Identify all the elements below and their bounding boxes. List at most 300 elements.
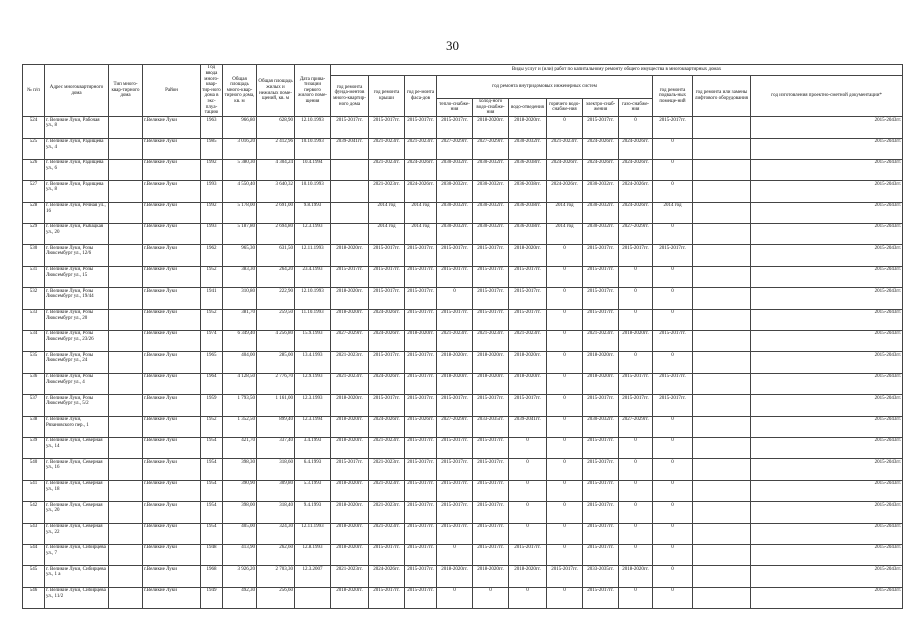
- row-foundation: 2018-2020гг.: [331, 544, 369, 565]
- table-row: [23, 480, 903, 501]
- row-elevator: [693, 138, 751, 159]
- row-facade: 2015-2017гг.: [405, 437, 437, 458]
- row-basement: 0: [653, 523, 693, 544]
- header-type: Тип много-квар-тирного дома: [109, 65, 143, 117]
- row-gas: 0: [619, 480, 653, 501]
- row-heating: 2018-2020гг.: [437, 373, 473, 394]
- row-basement: 0: [653, 266, 693, 287]
- row-electricity: 2024-2026гг.: [583, 138, 619, 159]
- row-docs: 2015-2043гг.: [751, 138, 903, 159]
- row-cold-water: 2030-2032гг.: [473, 181, 509, 202]
- row-gas: 2015-2017гг.: [619, 395, 653, 416]
- row-residential-area: 318,40: [257, 502, 295, 523]
- header-facade: год ре-монта фаса-дов: [405, 75, 437, 116]
- row-district: г.Великие Луки: [143, 480, 201, 501]
- header-gas: газо-снабже-ния: [619, 98, 653, 117]
- row-basement: 2015-2017гг.: [653, 331, 693, 352]
- row-elevator: [693, 266, 751, 287]
- row-gas: 2018-2020гг.: [619, 331, 653, 352]
- row-electricity: 2015-2017гг.: [583, 395, 619, 416]
- row-foundation: 2018-2020гг.: [331, 395, 369, 416]
- row-gas: 2015-2017гг.: [619, 373, 653, 394]
- row-district: г.Великие Луки: [143, 309, 201, 330]
- row-drainage: 0: [509, 502, 547, 523]
- row-electricity: 2015-2017гг.: [583, 245, 619, 266]
- row-roof: 2021-2023гг.: [369, 459, 405, 480]
- row-facade: 2015-2026гг.: [405, 416, 437, 437]
- row-total-area: 421,70: [223, 437, 257, 458]
- row-basement: 0: [653, 352, 693, 373]
- row-district: г.Великие Луки: [143, 202, 201, 223]
- row-electricity: 2015-2017гг.: [583, 437, 619, 458]
- row-privatization-date: 9.4.1993: [295, 502, 331, 523]
- row-privatization-date: 15.9.1993: [295, 331, 331, 352]
- row-docs: 2015-2043гг.: [751, 352, 903, 373]
- row-basement: 2014 год: [653, 202, 693, 223]
- row-foundation: 2015-2017гг.: [331, 117, 369, 138]
- row-district: г.Великие Луки: [143, 587, 201, 608]
- row-residential-area: 2 691,00: [257, 202, 295, 223]
- row-residential-area: 628,90: [257, 117, 295, 138]
- row-cold-water: 2030-2032гг.: [473, 224, 509, 245]
- row-elevator: [693, 202, 751, 223]
- row-roof: 2024-2026гг.: [369, 566, 405, 587]
- row-drainage: 0: [509, 437, 547, 458]
- header-residential-area: Общая площадь жилых и нежилых поме-щений, кв. м: [257, 65, 295, 117]
- table-row: [23, 288, 903, 309]
- row-cold-water: 2015-2017гг.: [473, 245, 509, 266]
- row-heating: 2015-2017гг.: [437, 523, 473, 544]
- row-facade: 2015-2017гг.: [405, 523, 437, 544]
- row-roof: 2021-2023гг.: [369, 480, 405, 501]
- row-elevator: [693, 373, 751, 394]
- row-year-built: 1954: [201, 437, 223, 458]
- table-row: [23, 395, 903, 416]
- row-number: 534: [23, 331, 45, 352]
- row-gas: 0: [619, 309, 653, 330]
- row-number: 533: [23, 309, 45, 330]
- row-drainage: 0: [509, 480, 547, 501]
- row-year-built: 1964: [201, 373, 223, 394]
- row-basement: 0: [653, 480, 693, 501]
- row-number: 535: [23, 352, 45, 373]
- row-elevator: [693, 395, 751, 416]
- row-docs: 2015-2043гг.: [751, 266, 903, 287]
- header-total-area: Общая площадь много-квар-тирного дома, кв. м: [223, 65, 257, 117]
- row-gas: 2024-2026гг.: [619, 138, 653, 159]
- row-address: г. Великие Луки, Розы Люксембург ул., 15: [45, 266, 109, 287]
- row-cold-water: 2015-2017гг.: [473, 437, 509, 458]
- row-total-area: 405,00: [223, 523, 257, 544]
- row-district: г.Великие Луки: [143, 138, 201, 159]
- row-foundation: 2018-2020гг.: [331, 480, 369, 501]
- row-foundation: 2018-2020гг.: [331, 245, 369, 266]
- row-total-area: 3 926,20: [223, 566, 257, 587]
- row-year-built: 1965: [201, 352, 223, 373]
- row-hot-water: 0: [547, 437, 583, 458]
- row-address: г. Великие Луки, Розы Люксембург ул., 19/44: [45, 288, 109, 309]
- row-total-area: 413,90: [223, 544, 257, 565]
- row-roof: 2015-2017гг.: [369, 395, 405, 416]
- row-roof: 2014 год: [369, 224, 405, 245]
- row-foundation: [331, 202, 369, 223]
- row-address: г. Великие Луки, Сибирцева ул., 7: [45, 544, 109, 565]
- repair-schedule-table-wrap: [22, 64, 902, 609]
- row-total-area: 3 016,20: [223, 138, 257, 159]
- row-docs: 2015-2043гг.: [751, 459, 903, 480]
- row-number: 541: [23, 480, 45, 501]
- row-total-area: 310,80: [223, 288, 257, 309]
- table-row: [23, 224, 903, 245]
- row-address: г. Великие Луки, Розы Люксембург ул., 5/2: [45, 395, 109, 416]
- row-roof: 2015-2017гг.: [369, 544, 405, 565]
- row-address: г. Великие Луки, Северная ул., 22: [45, 523, 109, 544]
- row-foundation: 2021-2023гг.: [331, 566, 369, 587]
- row-district: г.Великие Луки: [143, 544, 201, 565]
- row-foundation: 2018-2020гг.: [331, 502, 369, 523]
- row-docs: 2015-2043гг.: [751, 523, 903, 544]
- row-docs: 2015-2043гг.: [751, 224, 903, 245]
- row-electricity: 2015-2017гг.: [583, 523, 619, 544]
- row-privatization-date: 6.4.1993: [295, 459, 331, 480]
- row-total-area: 383,30: [223, 266, 257, 287]
- row-basement: 2015-2017гг.: [653, 245, 693, 266]
- row-gas: 0: [619, 117, 653, 138]
- row-type: [109, 502, 143, 523]
- row-type: [109, 245, 143, 266]
- row-year-built: 1959: [201, 395, 223, 416]
- row-year-built: 1952: [201, 416, 223, 437]
- row-electricity: 2015-2017гг.: [583, 117, 619, 138]
- row-facade: 2015-2017гг.: [405, 245, 437, 266]
- row-cold-water: 2015-2017гг.: [473, 480, 509, 501]
- row-elevator: [693, 587, 751, 608]
- row-facade: 2015-2017гг.: [405, 117, 437, 138]
- row-number: 527: [23, 181, 45, 202]
- row-address: г. Великие Луки, Сибирцева ул., 11/2: [45, 587, 109, 608]
- row-hot-water: 2014 год: [547, 224, 583, 245]
- row-total-area: 966,80: [223, 117, 257, 138]
- row-total-area: 398,30: [223, 459, 257, 480]
- row-type: [109, 181, 143, 202]
- header-elevator: год ремонта или замены лифтового оборудования: [693, 75, 751, 116]
- row-foundation: 2039-2041гг.: [331, 138, 369, 159]
- row-foundation: 2027-2029гг.: [331, 331, 369, 352]
- row-cold-water: 2015-2017гг.: [473, 544, 509, 565]
- row-district: г.Великие Луки: [143, 224, 201, 245]
- row-district: г.Великие Луки: [143, 288, 201, 309]
- row-foundation: 2018-2020гг.: [331, 587, 369, 608]
- row-privatization-date: 12.11.1993: [295, 245, 331, 266]
- row-drainage: 2036-2038гг.: [509, 202, 547, 223]
- row-privatization-date: 13.4.1993: [295, 352, 331, 373]
- row-roof: 2021-2023гг.: [369, 181, 405, 202]
- row-type: [109, 416, 143, 437]
- row-heating: 2018-2020гг.: [437, 566, 473, 587]
- row-docs: 2015-2043гг.: [751, 502, 903, 523]
- row-type: [109, 587, 143, 608]
- row-residential-area: 324,30: [257, 523, 295, 544]
- row-electricity: 2030-2032гг.: [583, 416, 619, 437]
- row-electricity: 2030-2032гг.: [583, 202, 619, 223]
- row-cold-water: 2015-2017гг.: [473, 523, 509, 544]
- row-year-built: 1992: [201, 202, 223, 223]
- row-type: [109, 459, 143, 480]
- row-total-area: 381,70: [223, 309, 257, 330]
- row-address: г. Великие Луки, Розы Люксембург ул., 4: [45, 373, 109, 394]
- row-elevator: [693, 544, 751, 565]
- row-privatization-date: 12.3.1993: [295, 395, 331, 416]
- row-year-built: 1954: [201, 523, 223, 544]
- row-hot-water: 0: [547, 309, 583, 330]
- table-row: [23, 502, 903, 523]
- row-cold-water: 2015-2017гг.: [473, 288, 509, 309]
- row-heating: 2015-2017гг.: [437, 437, 473, 458]
- row-docs: 2015-2043гг.: [751, 159, 903, 180]
- row-heating: 2030-2032гг.: [437, 224, 473, 245]
- row-electricity: 2018-2020гг.: [583, 352, 619, 373]
- row-number: 545: [23, 566, 45, 587]
- row-heating: 2030-2032гг.: [437, 202, 473, 223]
- row-foundation: 2021-2023гг.: [331, 373, 369, 394]
- row-foundation: [331, 159, 369, 180]
- row-drainage: 0: [509, 587, 547, 608]
- row-privatization-date: 10.10.1993: [295, 138, 331, 159]
- row-total-area: 398,00: [223, 502, 257, 523]
- row-gas: 0: [619, 437, 653, 458]
- row-number: 537: [23, 395, 45, 416]
- row-year-built: 1962: [201, 245, 223, 266]
- row-privatization-date: 3.4.1993: [295, 437, 331, 458]
- row-roof: 2015-2017гг.: [369, 266, 405, 287]
- row-hot-water: 2021-2023гг.: [547, 138, 583, 159]
- row-basement: 0: [653, 502, 693, 523]
- row-address: г. Великие Луки, Радищева ул., 8: [45, 181, 109, 202]
- table-row: [23, 566, 903, 587]
- row-district: г.Великие Луки: [143, 523, 201, 544]
- row-docs: 2015-2043гг.: [751, 566, 903, 587]
- row-district: г.Великие Луки: [143, 245, 201, 266]
- row-drainage: 2015-2017гг.: [509, 544, 547, 565]
- row-elevator: [693, 159, 751, 180]
- row-roof: 2015-2017гг.: [369, 352, 405, 373]
- row-residential-area: 2 776,70: [257, 373, 295, 394]
- row-district: г.Великие Луки: [143, 117, 201, 138]
- row-hot-water: 0: [547, 288, 583, 309]
- row-year-built: 1949: [201, 587, 223, 608]
- header-basement: год ремонта подваль-ных помеще-ний: [653, 75, 693, 116]
- row-total-area: 1 352,50: [223, 416, 257, 437]
- table-row: [23, 373, 903, 394]
- row-number: 542: [23, 502, 45, 523]
- row-hot-water: 2024-2026гг.: [547, 181, 583, 202]
- row-privatization-date: 10.4.1994: [295, 159, 331, 180]
- row-privatization-date: 12.10.1993: [295, 288, 331, 309]
- row-electricity: 2030-2032гг.: [583, 224, 619, 245]
- row-district: г.Великие Луки: [143, 566, 201, 587]
- row-total-area: 5 178,00: [223, 202, 257, 223]
- row-year-built: 1963: [201, 117, 223, 138]
- row-heating: 2018-2020гг.: [437, 352, 473, 373]
- row-drainage: 2021-2023гг.: [509, 331, 547, 352]
- row-elevator: [693, 224, 751, 245]
- row-roof: 2024-2026гг.: [369, 373, 405, 394]
- row-type: [109, 224, 143, 245]
- row-basement: 2015-2017гг.: [653, 117, 693, 138]
- row-year-built: 1993: [201, 224, 223, 245]
- row-docs: 2015-2043гг.: [751, 202, 903, 223]
- row-type: [109, 523, 143, 544]
- row-roof: 2015-2017гг.: [369, 288, 405, 309]
- row-drainage: 2018-2020гг.: [509, 373, 547, 394]
- row-district: г.Великие Луки: [143, 437, 201, 458]
- row-residential-area: 262,60: [257, 544, 295, 565]
- row-address: г. Великие Луки, Северная ул., 20: [45, 502, 109, 523]
- row-type: [109, 159, 143, 180]
- row-district: г.Великие Луки: [143, 352, 201, 373]
- row-docs: 2015-2043гг.: [751, 181, 903, 202]
- row-number: 526: [23, 159, 45, 180]
- row-facade: 2024-2026гг.: [405, 159, 437, 180]
- row-drainage: 2018-2020гг.: [509, 245, 547, 266]
- row-roof: 2021-2023гг.: [369, 502, 405, 523]
- row-gas: 2018-2020гг.: [619, 566, 653, 587]
- row-docs: 2015-2043гг.: [751, 437, 903, 458]
- header-drainage: водо-отведения: [509, 98, 547, 117]
- row-drainage: 2015-2017гг.: [509, 395, 547, 416]
- header-address: Адрес многоквартирного дома: [45, 65, 109, 117]
- row-electricity: 2015-2017гг.: [583, 480, 619, 501]
- row-type: [109, 480, 143, 501]
- row-basement: 0: [653, 224, 693, 245]
- row-privatization-date: 12.3.2007: [295, 566, 331, 587]
- header-district: Район: [143, 65, 201, 117]
- row-address: г. Великие Луки, Радищева ул., 6: [45, 159, 109, 180]
- table-row: [23, 352, 903, 373]
- row-heating: 2015-2017гг.: [437, 395, 473, 416]
- row-roof: 2021-2023гг.: [369, 523, 405, 544]
- row-hot-water: 0: [547, 523, 583, 544]
- row-roof: 2015-2017гг.: [369, 245, 405, 266]
- row-elevator: [693, 459, 751, 480]
- row-gas: 0: [619, 266, 653, 287]
- row-hot-water: 0: [547, 587, 583, 608]
- row-drainage: 2018-2020гг.: [509, 117, 547, 138]
- row-drainage: 2039-2041гг.: [509, 416, 547, 437]
- row-elevator: [693, 117, 751, 138]
- row-electricity: 2033-2035гг.: [583, 566, 619, 587]
- row-elevator: [693, 245, 751, 266]
- row-district: г.Великие Луки: [143, 266, 201, 287]
- row-drainage: 2015-2017гг.: [509, 309, 547, 330]
- row-facade: 2015-2017гг.: [405, 544, 437, 565]
- row-residential-area: 256,60: [257, 587, 295, 608]
- row-privatization-date: 23.4.1993: [295, 266, 331, 287]
- table-row: [23, 202, 903, 223]
- row-hot-water: 0: [547, 352, 583, 373]
- row-residential-area: 222,90: [257, 288, 295, 309]
- table-row: [23, 309, 903, 330]
- row-foundation: 2018-2020гг.: [331, 309, 369, 330]
- row-residential-area: 259,50: [257, 309, 295, 330]
- row-number: 531: [23, 266, 45, 287]
- row-year-built: 1941: [201, 288, 223, 309]
- row-heating: 2015-2017гг.: [437, 309, 473, 330]
- row-residential-area: 4 256,80: [257, 331, 295, 352]
- row-elevator: [693, 416, 751, 437]
- row-gas: 2024-2026гг.: [619, 181, 653, 202]
- table-row: [23, 159, 903, 180]
- row-foundation: 2015-2017гг.: [331, 266, 369, 287]
- row-electricity: 2015-2017гг.: [583, 502, 619, 523]
- row-facade: 2024-2026гг.: [405, 181, 437, 202]
- row-basement: 0: [653, 416, 693, 437]
- row-hot-water: 0: [547, 459, 583, 480]
- row-privatization-date: 12.3.1993: [295, 224, 331, 245]
- row-cold-water: 0: [473, 587, 509, 608]
- row-hot-water: 0: [547, 266, 583, 287]
- table-row: [23, 544, 903, 565]
- row-year-built: 1974: [201, 331, 223, 352]
- row-facade: 2015-2017гг.: [405, 395, 437, 416]
- row-cold-water: 2030-2032гг.: [473, 202, 509, 223]
- row-cold-water: 2015-2017гг.: [473, 459, 509, 480]
- row-drainage: 2030-2032гг.: [509, 138, 547, 159]
- row-residential-area: 2 412,96: [257, 138, 295, 159]
- row-electricity: 2018-2020гг.: [583, 373, 619, 394]
- row-cold-water: 2030-2032гг.: [473, 159, 509, 180]
- row-cold-water: 2027-2029гг.: [473, 138, 509, 159]
- row-elevator: [693, 480, 751, 501]
- row-foundation: 2018-2020гг.: [331, 288, 369, 309]
- row-facade: 2014 год: [405, 202, 437, 223]
- row-facade: 2015-2017гг.: [405, 480, 437, 501]
- table-header: [23, 65, 903, 117]
- row-number: 538: [23, 416, 45, 437]
- table-row: [23, 181, 903, 202]
- row-facade: 2015-2017гг.: [405, 587, 437, 608]
- row-type: [109, 544, 143, 565]
- row-facade: 2015-2017гг.: [405, 288, 437, 309]
- row-address: г. Великие Луки, Розы Люксембург ул., 20: [45, 309, 109, 330]
- row-gas: 0: [619, 352, 653, 373]
- row-foundation: 2018-2020гг.: [331, 437, 369, 458]
- row-residential-area: 1 161,00: [257, 395, 295, 416]
- row-elevator: [693, 352, 751, 373]
- row-gas: 0: [619, 288, 653, 309]
- row-privatization-date: 12.11.1993: [295, 523, 331, 544]
- row-number: 532: [23, 288, 45, 309]
- table-row: [23, 331, 903, 352]
- row-year-built: 1948: [201, 544, 223, 565]
- row-foundation: 2018-2020гг.: [331, 523, 369, 544]
- row-roof: 2015-2017гг.: [369, 587, 405, 608]
- row-gas: 2027-2029гг.: [619, 224, 653, 245]
- row-elevator: [693, 437, 751, 458]
- row-gas: 0: [619, 502, 653, 523]
- table-row: [23, 266, 903, 287]
- row-residential-area: 264,20: [257, 266, 295, 287]
- row-heating: 0: [437, 288, 473, 309]
- row-number: 524: [23, 117, 45, 138]
- row-facade: 2014 год: [405, 224, 437, 245]
- row-number: 539: [23, 437, 45, 458]
- row-year-built: 1952: [201, 266, 223, 287]
- row-residential-area: 3 640,32: [257, 181, 295, 202]
- table-row: [23, 437, 903, 458]
- row-heating: 2015-2017гг.: [437, 266, 473, 287]
- row-number: 546: [23, 587, 45, 608]
